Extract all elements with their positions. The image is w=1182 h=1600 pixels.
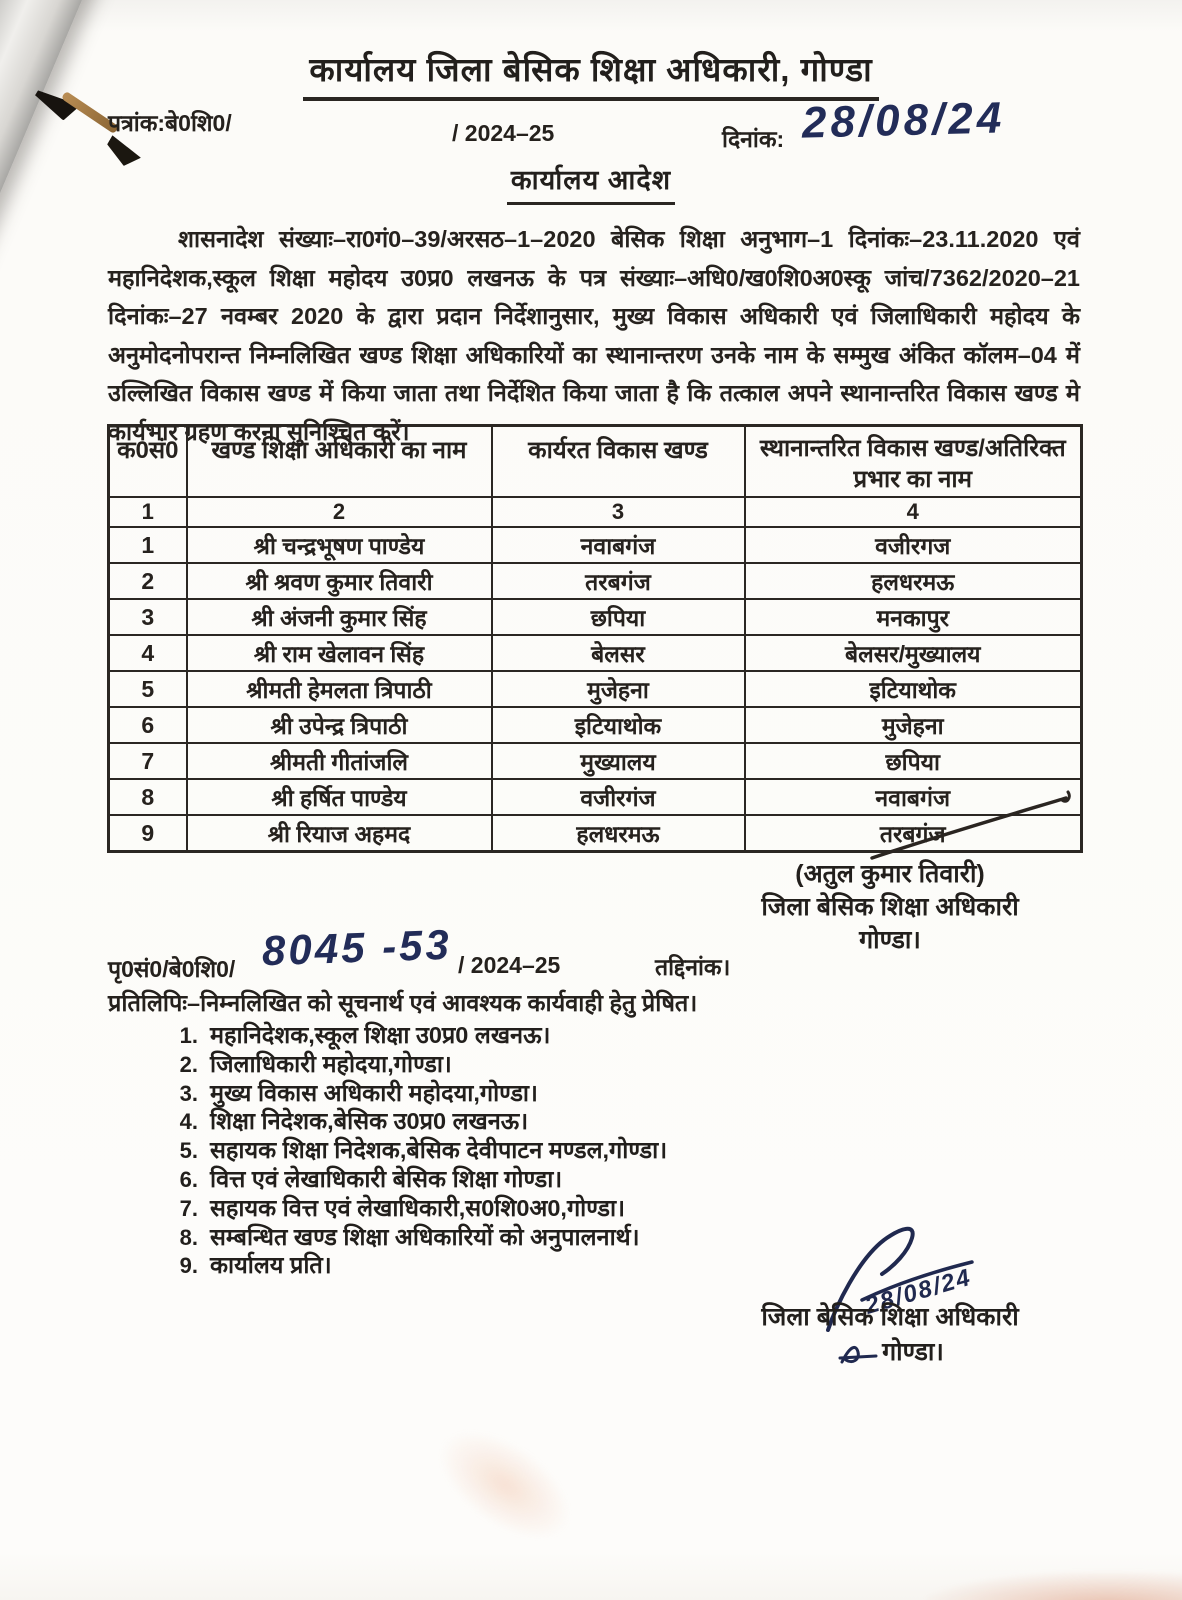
list-item: 5. सहायक शिक्षा निदेशक,बेसिक देवीपाटन मण्डल,गोण्डा। (179, 1137, 668, 1164)
list-item: 6. वित्त एवं लेखाधिकारी बेसिक शिक्षा गोण्डा। (179, 1165, 563, 1192)
list-item: 3. मुख्य विकास अधिकारी महोदया,गोण्डा। (179, 1079, 538, 1106)
table-row: 8 श्री हर्षित पाण्डेय वजीरगंज नवाबगंज (109, 779, 1082, 815)
signatory-name: (अतुल कुमार तिवारी) (795, 860, 985, 888)
col-header-current-block: कार्यरत विकास खण्ड (492, 426, 745, 498)
table-column-number-row (109, 497, 1082, 527)
list-item: 2. जिलाधिकारी महोदया,गोण्डा। (179, 1050, 452, 1077)
table-row: 6 श्री उपेन्द्र त्रिपाठी इटियाथोक मुजेहना (109, 707, 1082, 743)
dispatch-number-prefix: पृ0सं0/बे0शि0/ (108, 956, 236, 982)
signature-flourish (860, 784, 1080, 864)
signatory-block (730, 858, 1050, 957)
scan-smudge (421, 1409, 590, 1561)
footer-signatory-block (730, 1300, 1050, 1373)
table-row: 5 श्रीमती हेमलता त्रिपाठी मुजेहना इटियाथोक (109, 671, 1082, 707)
table-row: 7 श्रीमती गीतांजलि मुख्यालय छपिया (109, 743, 1082, 779)
pen-mark-icon (836, 1338, 880, 1368)
table-row: 1 श्री चन्द्रभूषण पाण्डेय नवाबगंज वजीरगज (109, 527, 1082, 563)
list-item: 4. शिक्षा निदेशक,बेसिक उ0प्र0 लखनऊ। (179, 1108, 529, 1135)
signature-date-scribble: 28/08/24 (862, 1263, 975, 1320)
footer-place: गोण्डा। (882, 1338, 944, 1366)
date-label: दिनांक: (722, 126, 785, 152)
col-header-sno: क0सं0 (109, 426, 187, 498)
letter-number-label: पत्रांक:बे0शि0/ (108, 110, 232, 136)
col-header-officer-name: खण्ड शिक्षा अधिकारी का नाम (187, 426, 492, 498)
signatory-designation: जिला बेसिक शिक्षा अधिकारी (761, 893, 1019, 921)
handwritten-dispatch-number: 8045 -53 (261, 920, 453, 975)
col-number: 1 (109, 497, 187, 527)
scan-smudge-corner (926, 1572, 1182, 1600)
col-number: 3 (492, 497, 745, 527)
footer-designation: जिला बेसिक शिक्षा अधिकारी (761, 1303, 1019, 1331)
list-item: 8. सम्बन्धित खण्ड शिक्षा अधिकारियों को अनुपालनार्थ। (179, 1223, 640, 1250)
copy-forward-line: प्रतिलिपिः–निम्नलिखित को सूचनार्थ एवं आवश्यक कार्यवाही हेतु प्रेषित। (108, 990, 698, 1016)
table-header-row (109, 426, 1082, 498)
list-item: 9. कार्यालय प्रति। (179, 1252, 332, 1279)
order-heading: कार्यालय आदेश (507, 160, 675, 205)
list-item: 7. सहायक वित्त एवं लेखाधिकारी,स0शि0अ0,गोण्डा। (179, 1194, 626, 1221)
table-row: 3 श्री अंजनी कुमार सिंह छपिया मनकापुर (109, 599, 1082, 635)
table-row: 4 श्री राम खेलावन सिंह बेलसर बेलसर/मुख्यालय (109, 635, 1082, 671)
handwritten-date: 28/08/24 (801, 93, 1006, 148)
order-body-paragraph: शासनादेश संख्याः–रा0गं0–39/अरसठ–1–2020 बेसिक शिक्षा अनुभाग–1 दिनांकः–23.11.2020 एवं महानिदेशक,स्कूल शिक्षा महोदय उ0प्र0 लखनऊ के पत्र संख्याः–अधि0/ख0शि0अ0स्कू जांच/7362/2020–21 दिनांकः–27 नवम्बर 2020 के द्वारा प्रदान निर्देशानुसार, मुख्य विकास अधिकारी एवं जिलाधिकारी महोदय के अनुमोदनोपरान्त निम्नलिखित खण्ड शिक्षा अधिकारियों का स्थानान्तरण उनके नाम के सम्मुख अंकित कॉलम–04 में उल्लिखित विकास खण्ड में किया जाता तथा निर्देशित किया जाता है कि तत्काल अपने स्थानान्तरित विकास खण्ड मे कार्यभार ग्रहण करना सुनिश्चित करें। (108, 226, 1080, 445)
dispatch-same-date: तद्दिनांक। (655, 954, 731, 980)
dispatch-year: / 2024–25 (458, 952, 561, 978)
col-header-transferred-block: स्थानान्तरित विकास खण्ड/अतिरिक्त प्रभार का नाम (745, 426, 1082, 498)
list-item: 1. महानिदेशक,स्कूल शिक्षा उ0प्र0 लखनऊ। (179, 1022, 551, 1048)
page-title: कार्यालय जिला बेसिक शिक्षा अधिकारी, गोण्डा (303, 46, 878, 101)
letter-year: / 2024–25 (452, 120, 555, 146)
copy-recipient-list (172, 1018, 667, 1277)
col-number: 2 (187, 497, 492, 527)
col-number: 4 (745, 497, 1082, 527)
signatory-place: गोण्डा। (859, 926, 921, 954)
table-row: 9 श्री रियाज अहमद हलधरमऊ तरबगंज (109, 815, 1082, 852)
table-row: 2 श्री श्रवण कुमार तिवारी तरबगंज हलधरमऊ (109, 563, 1082, 599)
